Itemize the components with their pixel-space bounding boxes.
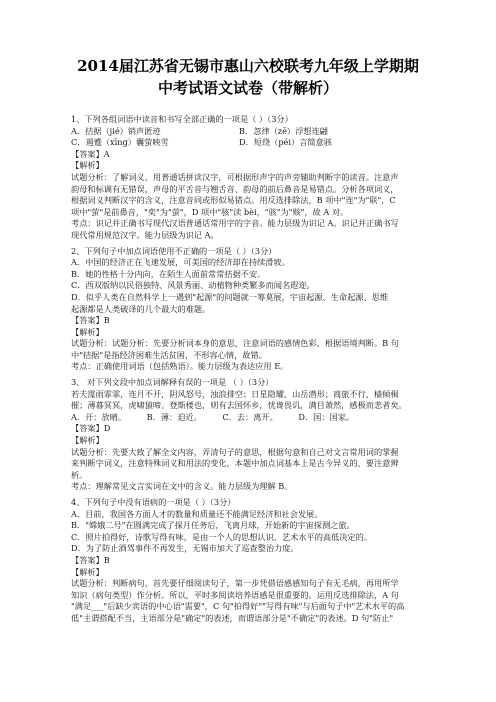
question-stem: 3、 对下列文段中加点词解释有误的一项是 （ ）（3分） [71,377,274,388]
passage-text: 摧；薄暮冥冥，虎啸猿啼。登斯楼也，则有去国怀乡，忧谗畏讥，满目萧然，感极而悲者矣。 [71,400,407,411]
page-title-line-1: 2014届江苏省无锡市惠山六校联考九年级上学期期 [77,57,419,75]
analysis-label: 【解析】 [71,326,104,337]
question-stem: 4、下列句子中没有语病的一项是（ ）（3分） [71,497,236,507]
option-b: B．忽律（zē）浮想连翩 [239,125,328,136]
analysis-text: 现代常用规范汉字。能力层级为识记 A。 [71,229,219,240]
analysis-text: 项中"萤"是前鼻音，"奕"为"萤"，D 项中"骇"读 bèi，"骇"为"赅"，故 A 对。 [71,206,349,217]
analysis-text: 知识（病句类型）作分析。所以，平时多阅读培养语感是很重要的。运用反选排除法，A 句 [71,589,399,600]
question-stem: 1、下列各组词语中读音和书写全部正确的一项是（ ）（3分） [71,114,293,124]
option-a: A．目前，我国各方面人才的数量和质量还不能满足经济和社会发展。 [71,508,323,519]
passage-text: 若夫霪雨霏霏，连月不开，阴风怒号，浊浪排空；日星隐耀，山岳潜形；商旅不行，樯倾楫 [71,388,399,399]
analysis-text: 低"主谓搭配不当，主语部分是"确定"的表述，而谓语部分是"不确定"的表述。D 句"防止" [71,612,394,623]
analysis-text: 试题分析：了解词义，用普通话拼读汉字，可根据形声字的声旁辅助判断字的读音。注意声 [71,171,399,182]
analysis-label: 【解析】 [71,160,104,171]
option-b: B．"嫦娥二号"在圆满完成了探月任务后，飞离月球，开始新的宇宙探测之旅。 [71,520,355,531]
question-1 [71,114,443,242]
analysis-text: 考点：正确使用词语（包括熟语）。能力层级为表达应用 E。 [71,361,289,372]
analysis-text: 考点：理解常见文言实词在文中的含义。能力层级为理解 B。 [71,481,293,492]
document-body [71,114,443,625]
option-c: C．照片拍得好，诗歌写得有味，是由一个人的思想认识、艺术水平的高低决定的。 [71,531,373,542]
analysis-text: 考点：识记并正确书写现代汉语普通话常用字的字音。能力层级为识记 A。识记并正确书写 [71,218,399,229]
analysis-text: 试题分析：试题分析：先要分析词本身的意思，注意词语的感情色彩，根据语境判断。B 句 [71,338,399,349]
analysis-text: 来判断字词义，注意特殊词义和用法的变化，本题中加点词基本上是古今异义的，要注意辨 [71,458,399,469]
analysis-text: 试题分析：先要大致了解全文内容，弄清句子的意思，根据句意和自己对文言常用词的掌握 [71,446,399,457]
option-a: A．拮据（jié）销声匿迹 [71,125,161,136]
analysis-text: 析。 [71,469,88,480]
analysis-text: 根据词义判断汉字的含义，注意音同或形似易错点。用反选排除法，B 项中"连"为"联"，C [71,195,396,206]
option-c: C．遏蹙（xīng）囊萤映雪 [71,137,169,148]
question-3 [71,377,443,493]
option-d: D．短绕（péi）言简意骇 [239,137,332,148]
option-a: A．中国的经济正在飞速发展，可美国的经济却在持续滑坡。 [71,257,290,268]
page-title-line-2: 中考试语文试卷（带解析） [157,79,338,97]
analysis-text: 试题分析：判断病句，首先要仔细阅读句子，第一步凭借语感感知句子有无毛病，再用所学 [71,578,399,589]
option-d: D．为了防止酒驾事件不再发生，无锡市加大了巡查整治力度。 [71,543,299,554]
question-2 [71,246,443,374]
option-c: C．西双版纳以民俗独特、风景秀丽、动植物种类繁多而闻名遐迩。 [71,280,315,291]
option-c: C．去：离开。 [222,411,278,422]
option-b: B．她的性格十分内向，在陌生人面前常常拮据不安。 [71,268,266,279]
option-d: D．似乎人类在自然科学上一遇到"起源"的问题就一筹莫展，宇宙起源、生命起源、思维 [71,291,389,302]
analysis-label: 【解析】 [71,435,104,446]
option-row [71,412,443,424]
analysis-text: 中"拮据"是指经济困难生活贫困，不形容心情，故错。 [71,349,267,360]
answer-label: 【答案】B [71,554,110,565]
answer-label: 【答案】A [71,148,110,159]
option-row [71,126,443,138]
answer-label: 【答案】B [71,315,110,326]
question-stem: 2、下列句子中加点词语使用不正确的一项是（ ）（3分） [71,245,277,256]
analysis-text: 韵母和标调有无错误，声母的平舌音与翘舌音、韵母的前后鼻音是易错点。分析各项词义， [71,183,399,194]
option-d-continued: 起源都是人类破译的几个最大的难题。 [71,303,211,314]
question-4 [71,497,443,625]
analysis-text: "满足___"后缺少宾语的中心语"需要"，C 句"拍得好""写得有味"与后面句子中"艺术水平的高 [71,601,405,612]
option-a: A．开：放晴。 [71,411,127,422]
option-row [71,137,443,149]
option-b: B．薄：迫近。 [146,411,202,422]
analysis-label: 【解析】 [71,566,104,577]
answer-label: 【答案】D [71,423,111,434]
option-d: D．国：国家。 [298,411,355,422]
